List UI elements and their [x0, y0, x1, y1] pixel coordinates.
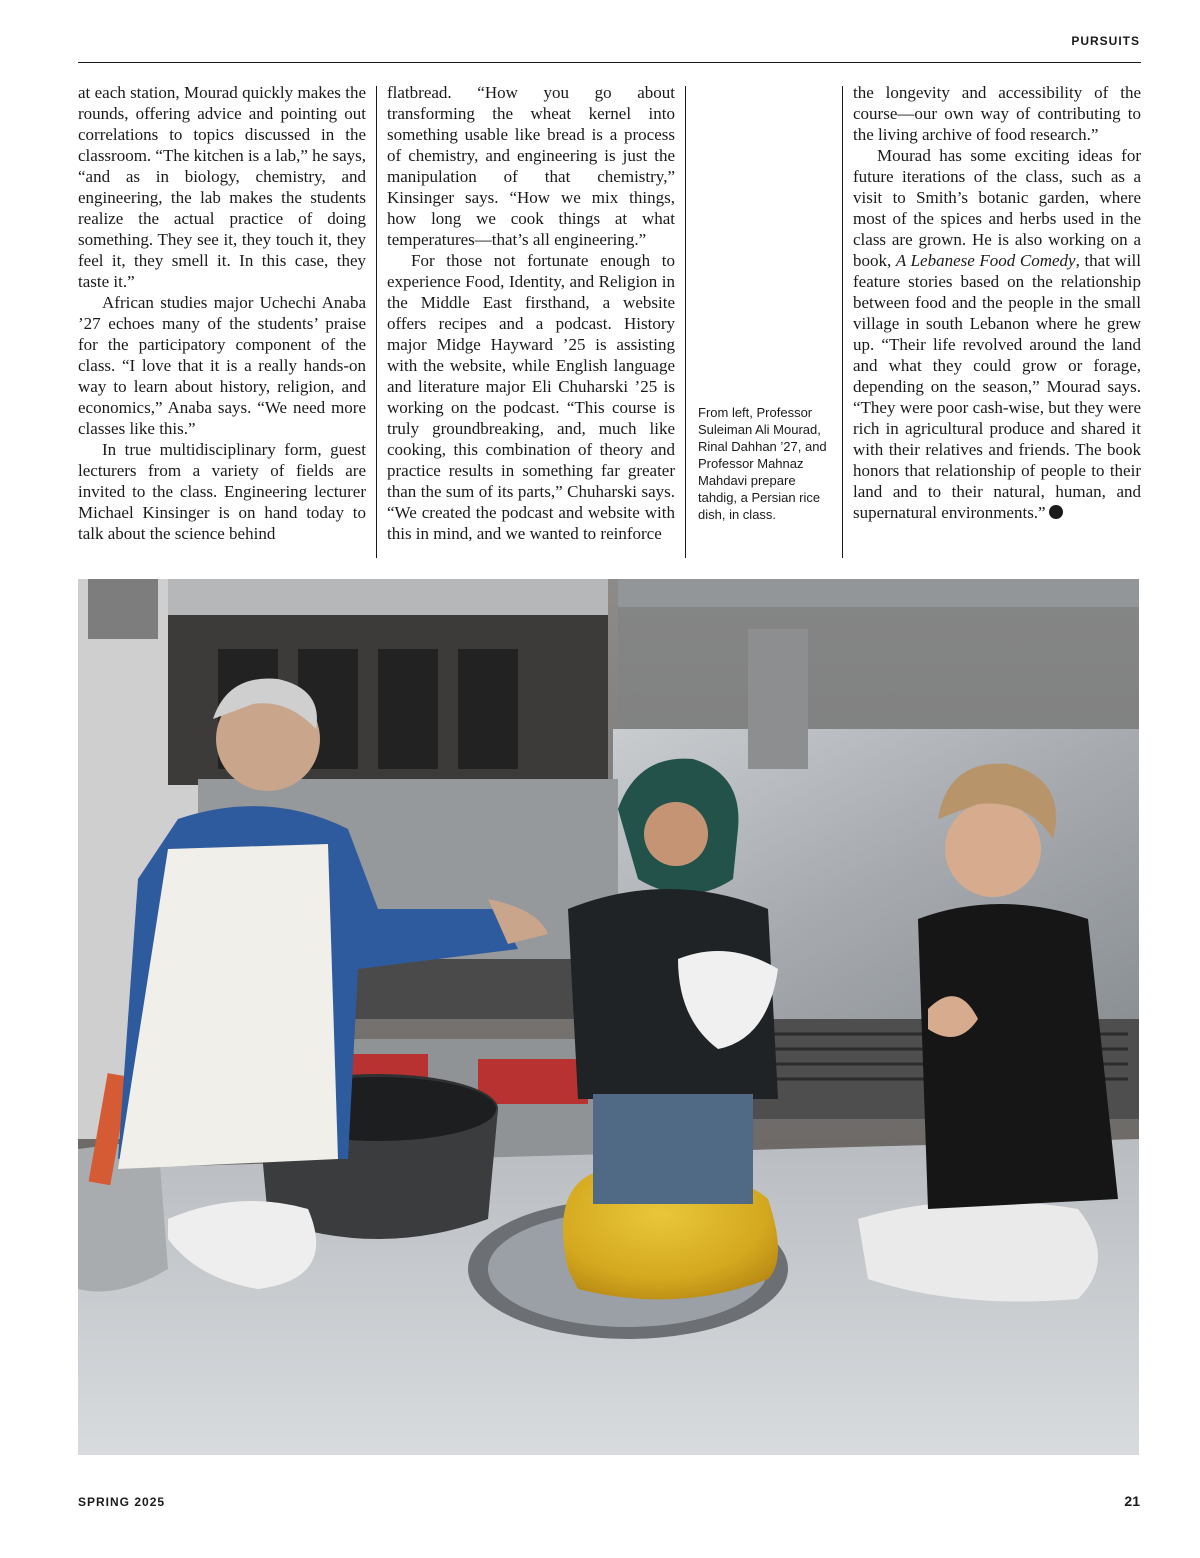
- page-number: 21: [1124, 1493, 1140, 1509]
- paragraph: flatbread. “How you go about transforming the wheat kernel into something usable like bread is a process of chemistry, and engineering is just the manipulation of that chemistry,” Kinsinger says. “How we mix things, how long we cook things at what temperatures—that’s all engineering.”: [387, 83, 675, 249]
- section-label: PURSUITS: [1071, 34, 1140, 48]
- article-column-1: [78, 82, 366, 544]
- top-rule: [78, 62, 1141, 63]
- paragraph: African studies major Uchechi Anaba ’27 echoes many of the students’ praise for the participatory component of the class. “I love that it is a really hands-on way to learn about history, religion, and economics,” Anaba says. “We need more classes like this.”: [78, 293, 366, 438]
- article-column-2: [387, 82, 675, 544]
- paragraph-text: Mourad has some exciting ideas for future iterations of the class, such as a visit to Smith’s botanic garden, where most of the spices and herbs used in the class are grown. He is also working on a book,: [853, 146, 1141, 270]
- paragraph-text: , that will feature stories based on the relationship between food and the people in the small village in south Lebanon where he grew up. “Their life revolved around the land and what they could grow or forage, depending on the season,” Mourad says. “They were poor cash-wise, but they were rich in agricultural produce and shared it with their relatives and friends. The book honors that relationship of people to their land and to their natural, human, and supernatural environments.”: [853, 251, 1142, 522]
- kitchen-photo: [78, 579, 1139, 1455]
- paragraph: [853, 145, 1141, 523]
- end-mark: [1049, 505, 1063, 519]
- paragraph: For those not fortunate enough to experience Food, Identity, and Religion in the Middle East firsthand, a website offers recipes and a podcast. History major Midge Hayward ’25 is assisting with the website, while English language and literature major Eli Chuharski ’25 is working on the podcast. “This course is truly groundbreaking, and, much like cooking, this combination of theory and practice results in something far greater than the sum of its parts,” Chuharski says. “We created the podcast and website with this in mind, and we wanted to reinforce: [387, 251, 675, 543]
- paragraph: In true multidisciplinary form, guest lecturers from a variety of fields are invited to the class. Engineering lecturer Michael Kinsinger is on hand today to talk about the science behind: [78, 440, 366, 543]
- column-divider: [376, 86, 377, 558]
- issue-label: SPRING 2025: [78, 1495, 166, 1509]
- photo-caption: From left, Professor Suleiman Ali Mourad, Rinal Dahhan ’27, and Professor Mahnaz Mahdavi prepare tahdig, a Persian rice dish, in class.: [698, 405, 827, 522]
- paragraph: the longevity and accessibility of the course—our own way of contributing to the living archive of food research.”: [853, 83, 1141, 144]
- column-divider: [685, 86, 686, 558]
- article-column-3: [853, 82, 1141, 523]
- paragraph: at each station, Mourad quickly makes the rounds, offering advice and pointing out correlations to topics discussed in the classroom. “The kitchen is a lab,” he says, “and as in biology, chemistry, and engineering, the lab makes the students realize the actual practice of doing something. They see it, they touch it, they feel it, they smell it. In this case, they taste it.”: [78, 83, 366, 291]
- column-divider: [842, 86, 843, 558]
- book-title: A Lebanese Food Comedy: [895, 251, 1076, 270]
